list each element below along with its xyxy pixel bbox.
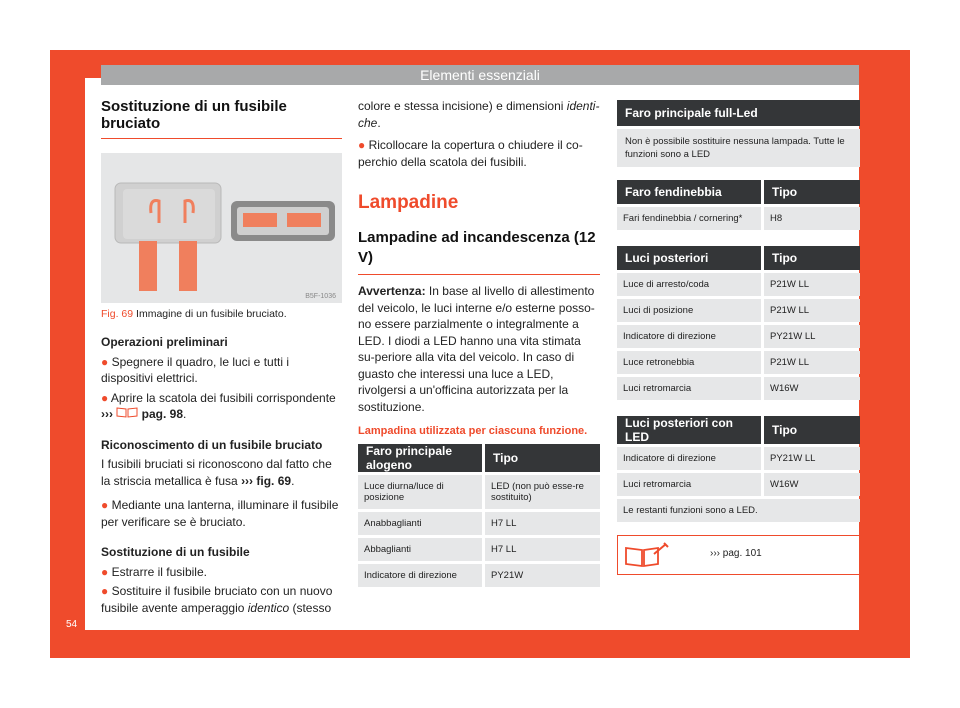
fuse-figure (101, 153, 342, 303)
table-cell: Anabbaglianti (358, 512, 482, 535)
warning-text: In base al livello di allestimento del veicolo, le luci interne e/o esterne posso-no essere parzialmente o integralmente a LED. I diodi a LED hanno una vita stimata su-periore alla vita del veicolo. In caso di guasto che interessi una luce a LED, rivolgersi a un'officina autorizzata per la sostituzione. (358, 284, 595, 414)
table-cell: Luce diurna/luce di posizione (358, 475, 482, 509)
bullet-dot-icon: ● (358, 138, 366, 152)
bullet-item (101, 354, 342, 387)
table-header: Tipo (761, 180, 860, 204)
table-cell: Fari fendinebbia / cornering* (617, 207, 761, 230)
table-footer-cell: Le restanti funzioni sono a LED. (617, 499, 860, 522)
table-cell: PY21W LL (761, 447, 860, 470)
table-row (617, 447, 860, 470)
bullet-item (101, 564, 342, 581)
bullet-item (101, 583, 342, 616)
table-header: Tipo (761, 416, 860, 444)
book-wrench-icon (116, 406, 138, 418)
table-header: Luci posteriori con LED (617, 416, 761, 444)
full-led-header: Faro principale full-Led (617, 100, 860, 126)
table-cell: W16W (761, 377, 860, 400)
table-cell: Luci retromarcia (617, 473, 761, 496)
column-bulbs (358, 98, 600, 590)
table-row (617, 325, 860, 348)
table-cell: Luce retronebbia (617, 351, 761, 374)
table-cell: Indicatore di direzione (617, 325, 761, 348)
table-row (617, 473, 860, 496)
table-row (358, 475, 600, 509)
bullet-item: ● Aprire la scatola dei fusibili corrispondente ››› pag. 98. (101, 390, 336, 421)
table-cell: PY21W (482, 564, 600, 587)
table-header-row (617, 416, 860, 444)
table-row (617, 499, 860, 522)
halogen-table (358, 441, 600, 590)
column-fuse (101, 98, 342, 616)
column-tables (617, 100, 860, 575)
blown-fuse-illustration (101, 153, 342, 303)
table-caption: Lampadina utilizzata per ciascuna funzione. (358, 425, 588, 437)
table-row (617, 273, 860, 296)
section-header: Elementi essenziali (101, 65, 859, 85)
chapter-title: Lampadine (358, 192, 459, 213)
table-cell: Luce di arresto/coda (617, 273, 761, 296)
heading-preliminary: Operazioni preliminari (101, 335, 228, 349)
table-row (617, 377, 860, 400)
table-row (358, 512, 600, 535)
rear-led-table (617, 413, 860, 525)
table-header: Luci posteriori (617, 246, 761, 270)
table-cell: Abbaglianti (358, 538, 482, 561)
cross-ref-arrow: ››› (101, 407, 117, 421)
table-header: Tipo (761, 246, 860, 270)
bullet-text: Ricollocare la copertura o chiudere il co-perchio della scatola dei fusibili. (358, 138, 583, 169)
page-number: 54 (66, 619, 78, 630)
full-led-note: Non è possibile sostituire nessuna lampada. Tutte le funzioni sono a LED (617, 129, 860, 167)
bullet-text: Spegnere il quadro, le luci e tutti i dispositivi elettrici. (101, 354, 290, 385)
cross-reference-box[interactable] (617, 535, 860, 575)
figure-code: B5F-1036 (305, 293, 336, 300)
figure-caption (101, 308, 342, 320)
table-row (617, 207, 860, 230)
table-header: Tipo (482, 444, 600, 472)
table-cell: Indicatore di direzione (358, 564, 482, 587)
table-cell: H8 (761, 207, 860, 230)
bullet-text: Mediante una lanterna, illuminare il fusibile per verificare se è bruciato. (101, 498, 339, 529)
continued-italic: identi-che (358, 99, 600, 130)
bullet-item (358, 137, 600, 170)
warning-label: Avvertenza: (358, 284, 426, 298)
bullet-text: Sostituire il fusibile bruciato con un nuovo fusibile avente amperaggio (101, 584, 333, 615)
bullet-item (101, 497, 342, 530)
rear-lights-table (617, 243, 860, 403)
recognition-text: I fusibili bruciati si riconoscono dal fatto che la striscia metallica è fusa ››› fig. 69. (101, 457, 332, 488)
table-header: Faro principale alogeno (358, 444, 482, 472)
bullet-dot-icon: ● (101, 584, 109, 598)
book-wrench-icon (624, 542, 670, 568)
table-cell: Luci di posizione (617, 299, 761, 322)
table-header-row (617, 246, 860, 270)
fog-table (617, 177, 860, 233)
table-cell: PY21W LL (761, 325, 860, 348)
continued-text (358, 98, 600, 131)
cross-reference-text[interactable]: ››› pag. 101 (710, 548, 762, 559)
figure-caption-text: Immagine di un fusibile bruciato. (136, 308, 287, 320)
table-row (358, 538, 600, 561)
bullet-text: Aprire la scatola dei fusibili corrispondente (110, 390, 336, 405)
table-header: Faro fendinebbia (617, 180, 761, 204)
bullet-dot-icon: ● (101, 354, 109, 369)
bullet-dot-icon: ● (101, 564, 109, 579)
recognition-body: I fusibili bruciati si riconoscono dal fatto che la striscia metallica è fusa (101, 457, 332, 488)
warning-paragraph (358, 283, 600, 415)
bullet-dot-icon: ● (101, 498, 109, 512)
table-cell: LED (non può esse-re sostituito) (482, 475, 600, 509)
table-header-row (358, 444, 600, 472)
table-cell: P21W LL (761, 299, 860, 322)
figure-link-69[interactable]: ››› fig. 69 (241, 473, 292, 488)
figure-number: Fig. 69 (101, 308, 134, 320)
table-cell: H7 LL (482, 538, 600, 561)
bullet-italic: identico (247, 600, 290, 615)
table-cell: P21W LL (761, 351, 860, 374)
table-cell: Luci retromarcia (617, 377, 761, 400)
table-cell: W16W (761, 473, 860, 496)
section-title-fuse: Sostituzione di un fusibile bruciato (101, 98, 342, 139)
bullet-text-end: (stesso (289, 600, 332, 615)
page-link-98[interactable]: pag. 98 (141, 407, 184, 421)
continued-body: colore e stessa incisione) e dimensioni (358, 99, 567, 113)
bullet-dot-icon: ● (101, 390, 109, 405)
heading-replacement: Sostituzione di un fusibile (101, 545, 250, 559)
bullet-text: Estrarre il fusibile. (111, 564, 207, 579)
table-row (617, 351, 860, 374)
heading-recognition: Riconoscimento di un fusibile bruciato (101, 437, 323, 452)
table-cell: P21W LL (761, 273, 860, 296)
table-row (617, 299, 860, 322)
table-cell: Indicatore di direzione (617, 447, 761, 470)
table-row (358, 564, 600, 587)
table-cell: H7 LL (482, 512, 600, 535)
section-title-bulbs: Lampadine ad incandescenza (12 V) (358, 228, 600, 275)
table-header-row (617, 180, 860, 204)
continued-end: . (377, 115, 381, 130)
